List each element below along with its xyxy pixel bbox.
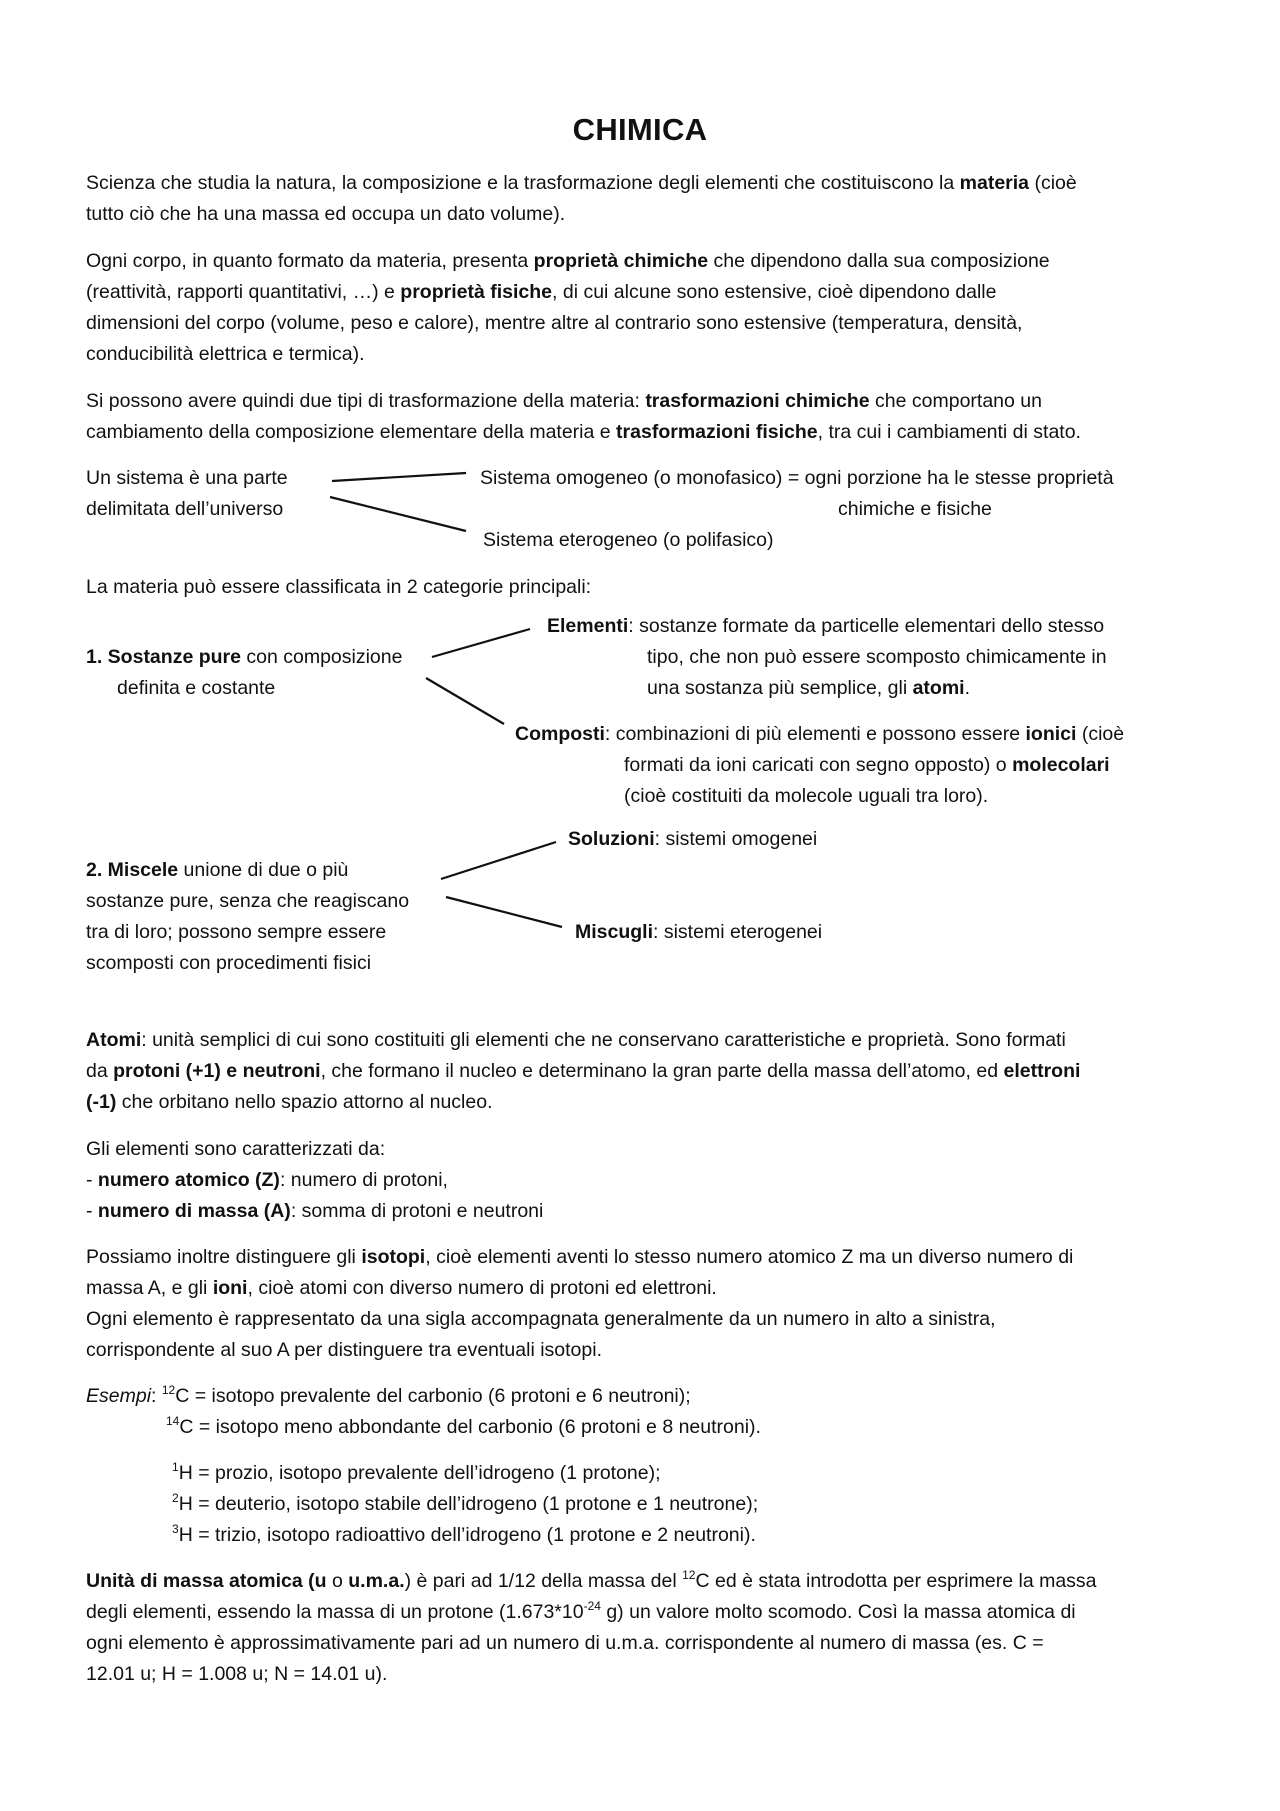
isotopi-line1: [86, 1242, 1073, 1273]
esempio-c14: [166, 1412, 761, 1443]
term-atomi-heading: Atomi: [86, 1029, 142, 1051]
sistema-omogeneo: Sistema omogeneo (o monofasico) = ogni porzione ha le stesse proprietà: [480, 467, 1114, 489]
term-trasformazioni-fisiche: trasformazioni fisiche: [616, 421, 818, 443]
mass-number: 12: [682, 1568, 696, 1582]
esempio-h3: [172, 1520, 756, 1551]
term-uma: u.m.a.: [348, 1570, 405, 1592]
text: che orbitano nello spazio attorno al nucleo.: [116, 1091, 493, 1113]
numero-atomico: [86, 1165, 448, 1196]
term-numero-massa: numero di massa (A): [97, 1200, 291, 1222]
text: .: [964, 677, 971, 699]
intro-p2-line2: [86, 277, 997, 308]
uma-line3: ogni elemento è approssimativamente pari ad un numero di u.m.a. corrispondente al numero di massa (es. C =: [86, 1632, 1044, 1654]
classificazione-intro: La materia può essere classificata in 2 categorie principali:: [86, 576, 592, 598]
text: , cioè elementi aventi lo stesso numero atomico Z ma un diverso numero di: [425, 1246, 1074, 1268]
sistema-left-line1: Un sistema è una parte: [86, 467, 288, 489]
term-soluzioni: Soluzioni: [568, 828, 655, 850]
sistema-eterogeneo: Sistema eterogeneo (o polifasico): [483, 529, 774, 551]
term-miscugli: Miscugli: [575, 921, 654, 943]
esempio-h2: [172, 1489, 758, 1520]
term-ioni: ioni: [212, 1277, 248, 1299]
elementi-line1: [547, 611, 1104, 642]
text: : combinazioni di più elementi e possono essere: [604, 723, 1026, 745]
isotopi-line4: corrispondente al suo A per distinguere tra eventuali isotopi.: [86, 1339, 602, 1361]
intro-p1-line2: tutto ciò che ha una massa ed occupa un dato volume).: [86, 203, 566, 225]
connector-soluzioni: [441, 842, 556, 879]
text: massa A, e gli: [86, 1277, 213, 1299]
text: , di cui alcune sono estensive, cioè dipendono dalle: [552, 281, 997, 303]
text: (cioè: [1029, 172, 1077, 194]
term-composti: Composti: [515, 723, 605, 745]
text: -: [86, 1200, 98, 1222]
text: (cioè: [1076, 723, 1125, 745]
text: :: [151, 1385, 162, 1407]
mass-number: 3: [172, 1522, 179, 1536]
text: C = isotopo meno abbondante del carbonio (6 protoni e 8 neutroni).: [179, 1416, 761, 1438]
text: H = trizio, isotopo radioattivo dell’idrogeno (1 protone e 2 neutroni).: [178, 1524, 756, 1546]
text: una sostanza più semplice, gli: [647, 677, 913, 699]
intro-p1-line1: [86, 168, 1077, 199]
connector-elementi: [432, 629, 530, 657]
intro-p2-line4: conducibilità elettrica e termica).: [86, 343, 365, 365]
mass-number: 1: [172, 1460, 179, 1474]
miscele-line1: [86, 855, 348, 886]
composti-line3: (cioè costituiti da molecole uguali tra loro).: [624, 785, 989, 807]
numero-massa: [86, 1196, 543, 1227]
sostanze-pure-line1: [86, 642, 402, 673]
text: Ogni corpo, in quanto formato da materia, presenta: [86, 250, 534, 272]
text: formati da ioni caricati con segno opposto) o: [624, 754, 1013, 776]
soluzioni: [568, 824, 817, 855]
uma-line2: [86, 1597, 1076, 1628]
term-protoni-neutroni: protoni (+1) e neutroni: [113, 1060, 321, 1082]
text: (reattività, rapporti quantitativi, …) e: [86, 281, 401, 303]
connector-composti: [426, 678, 504, 724]
composti-line2: [624, 750, 1110, 781]
term-proprieta-fisiche: proprietà fisiche: [400, 281, 553, 303]
miscele-line4: scomposti con procedimenti fisici: [86, 952, 372, 974]
text: : sistemi eterogenei: [653, 921, 823, 943]
text: che dipendono dalla sua composizione: [708, 250, 1050, 272]
term-unita-massa-atomica: Unità di massa atomica (u: [86, 1570, 327, 1592]
connector-sistema-eterogeneo: [330, 497, 466, 531]
intro-p3-line1: [86, 386, 1042, 417]
isotopi-line2: [86, 1273, 717, 1304]
text: : sistemi omogenei: [654, 828, 818, 850]
text: C ed è stata introdotta per esprimere la massa: [695, 1570, 1097, 1592]
text: H = deuterio, isotopo stabile dell’idrogeno (1 protone e 1 neutrone);: [178, 1493, 759, 1515]
term-numero-atomico: numero atomico (Z): [97, 1169, 280, 1191]
term-elementi: Elementi: [547, 615, 629, 637]
uma-line1: [86, 1566, 1097, 1597]
text: , tra cui i cambiamenti di stato.: [817, 421, 1081, 443]
esempio-h1: [172, 1458, 661, 1489]
text: : unità semplici di cui sono costituiti gli elementi che ne conservano caratteristiche e proprietà. Sono formati: [141, 1029, 1066, 1051]
sistema-left-line2: delimitata dell’universo: [86, 498, 284, 520]
text: cambiamento della composizione elementare della materia e: [86, 421, 617, 443]
composti-line1: [515, 719, 1124, 750]
text: Si possono avere quindi due tipi di trasformazione della materia:: [86, 390, 646, 412]
term-sostanze-pure: 1. Sostanze pure: [86, 646, 241, 668]
text: Scienza che studia la natura, la composizione e la trasformazione degli elementi che costituiscono la: [86, 172, 960, 194]
text: : numero di protoni,: [279, 1169, 448, 1191]
uma-line4: 12.01 u; H = 1.008 u; N = 14.01 u).: [86, 1663, 388, 1685]
exponent: -24: [583, 1599, 601, 1613]
text: : sostanze formate da particelle elementari dello stesso: [628, 615, 1105, 637]
text: o: [326, 1570, 349, 1592]
text: : somma di protoni e neutroni: [290, 1200, 544, 1222]
atomi-line2: [86, 1056, 1080, 1087]
text: -: [86, 1169, 98, 1191]
text: degli elementi, essendo la massa di un protone (1.673*10: [86, 1601, 584, 1623]
text: unione di due o più: [178, 859, 349, 881]
mass-number: 2: [172, 1491, 179, 1505]
page-title: CHIMICA: [572, 112, 708, 147]
term-elettroni: elettroni: [1003, 1060, 1081, 1082]
caratterizzati-intro: Gli elementi sono caratterizzati da:: [86, 1138, 386, 1160]
atomi-line1: [86, 1025, 1066, 1056]
mass-number: 12: [161, 1383, 176, 1397]
term-ionici: ionici: [1025, 723, 1077, 745]
miscele-line2: sostanze pure, senza che reagiscano: [86, 890, 410, 912]
text: , che formano il nucleo e determinano la gran parte della massa dell’atomo, ed: [320, 1060, 1004, 1082]
text: , cioè atomi con diverso numero di protoni ed elettroni.: [247, 1277, 717, 1299]
text: ) è pari ad 1/12 della massa del: [404, 1570, 683, 1592]
connector-miscugli: [446, 897, 562, 927]
sostanze-pure-line2: definita e costante: [117, 677, 276, 699]
elementi-line2: tipo, che non può essere scomposto chimicamente in: [647, 646, 1107, 668]
text: H = prozio, isotopo prevalente dell’idrogeno (1 protone);: [178, 1462, 661, 1484]
text: con composizione: [240, 646, 403, 668]
miscugli: [575, 917, 822, 948]
intro-p2-line3: dimensioni del corpo (volume, peso e calore), mentre altre al contrario sono estensive (temperatura, densità,: [86, 312, 1023, 334]
esempi-label: Esempi: [86, 1385, 152, 1407]
term-proprieta-chimiche: proprietà chimiche: [533, 250, 709, 272]
text: che comportano un: [869, 390, 1042, 412]
connector-sistema-omogeneo: [332, 473, 466, 481]
text: Possiamo inoltre distinguere gli: [86, 1246, 362, 1268]
text: C = isotopo prevalente del carbonio (6 protoni e 6 neutroni);: [175, 1385, 691, 1407]
term-isotopi: isotopi: [361, 1246, 426, 1268]
intro-p2-line1: [86, 246, 1050, 277]
term-trasformazioni-chimiche: trasformazioni chimiche: [645, 390, 870, 412]
atomi-line3: [86, 1087, 493, 1118]
isotopi-line3: Ogni elemento è rappresentato da una sigla accompagnata generalmente da un numero in alto a sinistra,: [86, 1308, 996, 1330]
elementi-line3: [647, 673, 970, 704]
term-molecolari: molecolari: [1012, 754, 1110, 776]
term-materia: materia: [959, 172, 1030, 194]
sistema-omogeneo-cont: chimiche e fisiche: [838, 498, 992, 520]
term-charge: (-1): [86, 1091, 117, 1113]
intro-p3-line2: [86, 417, 1081, 448]
text: g) un valore molto scomodo. Così la massa atomica di: [600, 1601, 1076, 1623]
mass-number: 14: [166, 1414, 180, 1428]
term-atomi: atomi: [912, 677, 965, 699]
term-miscele: 2. Miscele: [86, 859, 179, 881]
esempio-c12: [86, 1381, 691, 1412]
text: da: [86, 1060, 114, 1082]
miscele-line3: tra di loro; possono sempre essere: [86, 921, 387, 943]
